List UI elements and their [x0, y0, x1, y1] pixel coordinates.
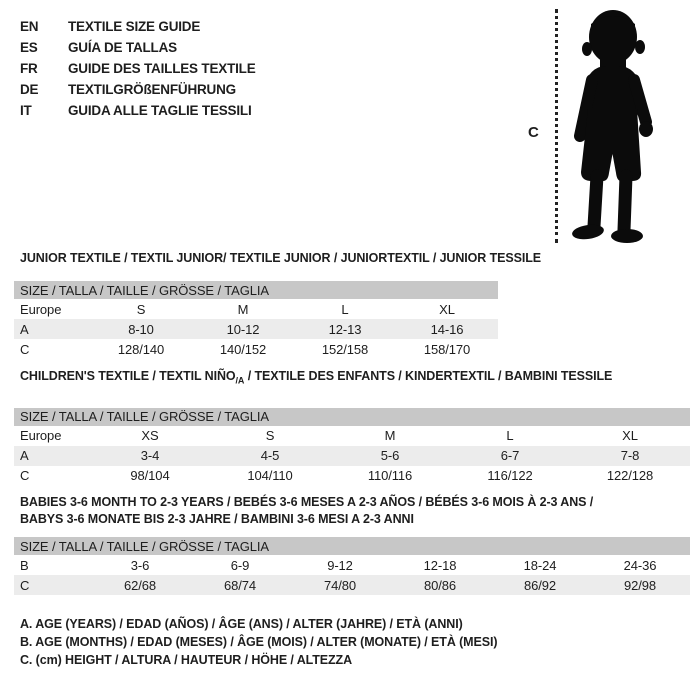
language-code: FR	[20, 61, 38, 76]
table-row-height	[14, 575, 690, 595]
language-row-it	[20, 100, 256, 121]
size-cell: 4-5	[210, 446, 330, 466]
children-heading-post: / TEXTILE DES ENFANTS / KINDERTEXTIL / BAMBINI TESSILE	[244, 369, 613, 383]
size-cell: S	[136, 301, 146, 317]
row-label: Europe	[20, 428, 62, 443]
language-row-fr	[20, 58, 256, 79]
size-cell: 128/140	[117, 341, 165, 357]
height-measure-figure	[528, 6, 678, 246]
table-row-months	[14, 555, 690, 575]
language-title-list	[20, 16, 256, 121]
junior-size-table	[14, 281, 498, 359]
babies-section	[14, 494, 690, 595]
size-cell: 110/116	[367, 468, 413, 483]
height-measure-label: C	[528, 124, 539, 141]
size-cell: 9-12	[327, 557, 353, 573]
size-cell: 18-24	[523, 557, 557, 573]
size-header: SIZE / TALLA / TAILLE / GRÖSSE / TAGLIA	[14, 281, 498, 299]
size-cell: 68/74	[190, 575, 290, 595]
height-measure-dotted-line	[555, 9, 558, 243]
note-age-years: A. AGE (YEARS) / EDAD (AÑOS) / ÂGE (ANS) / ALTER (JAHRE) / ETÀ (ANNI)	[20, 617, 463, 631]
row-label: A	[14, 319, 90, 339]
language-row-es	[20, 37, 256, 58]
size-cell: 86/92	[490, 575, 590, 595]
junior-section	[14, 250, 541, 359]
size-cell: 8-10	[90, 319, 192, 339]
size-cell: 92/98	[590, 575, 690, 595]
size-cell: L	[506, 428, 514, 443]
table-row-europe	[14, 426, 690, 446]
language-title: GUIDA ALLE TAGLIE TESSILI	[68, 103, 252, 118]
language-row-de	[20, 79, 256, 100]
size-cell: 3-4	[90, 446, 210, 466]
children-heading-sub: /A	[235, 375, 245, 386]
size-cell: 158/170	[423, 341, 471, 357]
size-header: SIZE / TALLA / TAILLE / GRÖSSE / TAGLIA	[14, 408, 690, 426]
language-row-en	[20, 16, 256, 37]
size-cell: S	[265, 428, 275, 443]
children-heading	[20, 368, 690, 390]
table-row-height	[14, 339, 498, 359]
size-cell: M	[237, 301, 249, 317]
language-code: DE	[20, 82, 39, 97]
table-row-age	[14, 446, 690, 466]
table-row-height	[14, 466, 690, 486]
language-title: GUÍA DE TALLAS	[68, 40, 177, 55]
row-label: C	[14, 575, 90, 595]
size-cell: M	[384, 428, 396, 443]
size-cell: 24-36	[623, 557, 657, 573]
babies-heading-line1: BABIES 3-6 MONTH TO 2-3 YEARS / BEBÉS 3-6 MESES A 2-3 AÑOS / BÉBÉS 3-6 MOIS À 2-3 ANS /	[20, 495, 594, 509]
size-cell: 116/122	[487, 468, 533, 483]
baby-silhouette-icon	[566, 6, 671, 244]
size-cell: 152/158	[321, 341, 369, 357]
size-cell: 6-9	[230, 557, 250, 573]
size-cell: 5-6	[330, 446, 450, 466]
size-cell: 80/86	[390, 575, 490, 595]
children-heading-pre: CHILDREN'S TEXTILE / TEXTIL NIÑO	[20, 369, 236, 383]
row-label: C	[20, 468, 30, 483]
row-label: C	[20, 341, 30, 357]
language-code: ES	[20, 40, 38, 55]
junior-heading: JUNIOR TEXTILE / TEXTIL JUNIOR/ TEXTILE JUNIOR / JUNIORTEXTIL / JUNIOR TESSILE	[20, 251, 541, 265]
size-cell: 12-13	[294, 319, 396, 339]
size-cell: XS	[141, 428, 159, 443]
note-height-cm: C. (cm) HEIGHT / ALTURA / HAUTEUR / HÖHE / ALTEZZA	[20, 653, 353, 667]
babies-size-table	[14, 537, 690, 595]
size-cell: 7-8	[570, 446, 690, 466]
size-cell: XL	[439, 301, 455, 317]
table-row-age	[14, 319, 498, 339]
size-cell: 10-12	[192, 319, 294, 339]
language-title: GUIDE DES TAILLES TEXTILE	[68, 61, 256, 76]
size-cell: 12-18	[423, 557, 457, 573]
table-row-europe	[14, 299, 498, 319]
children-size-table	[14, 408, 690, 486]
size-cell: 62/68	[90, 575, 190, 595]
size-cell: 104/110	[247, 468, 293, 483]
language-code: IT	[20, 103, 32, 118]
note-age-months: B. AGE (MONTHS) / EDAD (MESES) / ÂGE (MOIS) / ALTER (MONATE) / ETÀ (MESI)	[20, 635, 498, 649]
table-header-row	[14, 281, 498, 299]
row-label: Europe	[20, 301, 62, 317]
row-label: A	[14, 446, 90, 466]
size-header: SIZE / TALLA / TAILLE / GRÖSSE / TAGLIA	[14, 537, 690, 555]
size-cell: 14-16	[396, 319, 498, 339]
size-cell: 6-7	[450, 446, 570, 466]
size-cell: 74/80	[290, 575, 390, 595]
size-cell: 140/152	[219, 341, 267, 357]
language-title: TEXTILE SIZE GUIDE	[68, 19, 201, 34]
language-title: TEXTILGRÖßENFÜHRUNG	[68, 82, 236, 97]
table-header-row	[14, 537, 690, 555]
size-cell: 3-6	[130, 557, 150, 573]
size-cell: 122/128	[606, 468, 654, 483]
language-code: EN	[20, 19, 39, 34]
children-section	[14, 368, 690, 486]
size-cell: 98/104	[130, 468, 170, 483]
legend-notes	[20, 615, 497, 669]
size-cell: L	[341, 301, 349, 317]
row-label: B	[20, 557, 29, 573]
table-header-row	[14, 408, 690, 426]
size-cell: XL	[622, 428, 638, 443]
babies-heading-line2: BABYS 3-6 MONATE BIS 2-3 JAHRE / BAMBINI 3-6 MESI A 2-3 ANNI	[20, 512, 414, 526]
